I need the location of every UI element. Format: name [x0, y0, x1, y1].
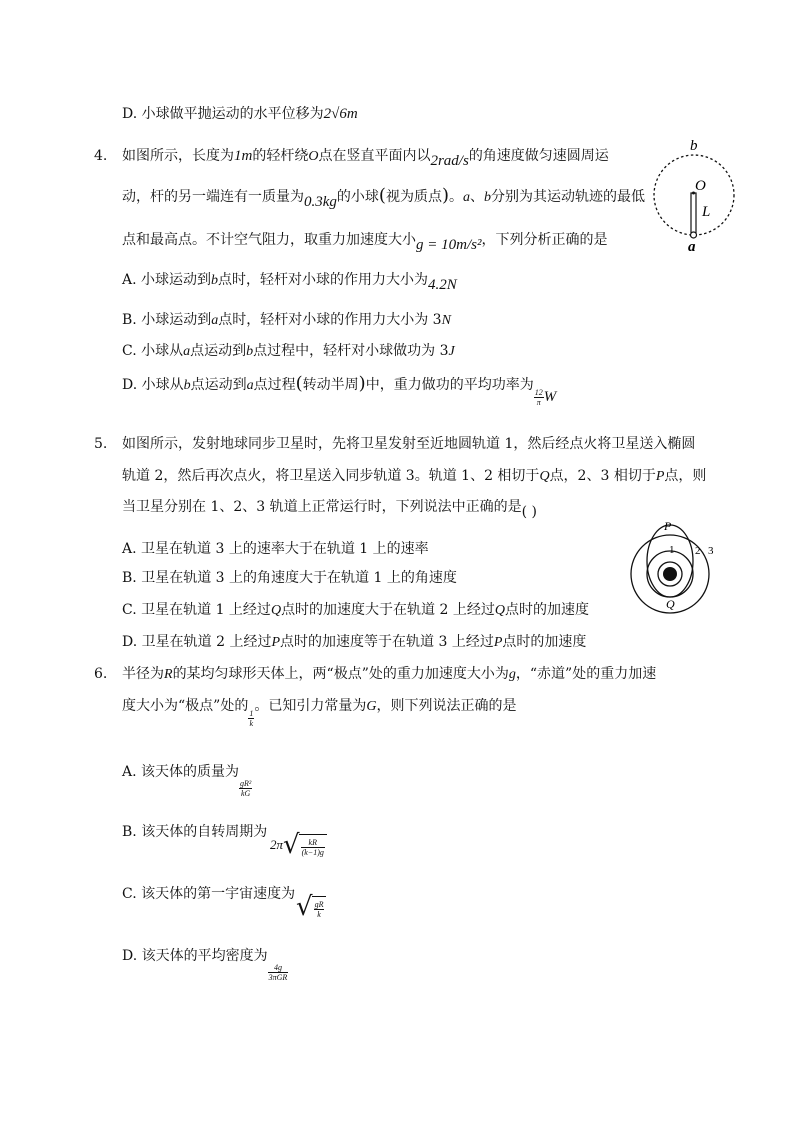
q5-line-3: 当卫星分别在 1、2、3 轨道上正常运行时，下列说法中正确的是( ): [122, 499, 537, 520]
q4-rod: [691, 193, 696, 233]
q4-option-c: C. 小球从a点运动到b点过程中，轻杆对小球做功为 3J: [122, 343, 455, 359]
q6-number: 6.: [94, 666, 108, 682]
q5-orbit-figure: [624, 518, 720, 614]
q6-option-a: A. 该天体的质量为 $\frac{\text{gR²}}{kG}$: [122, 764, 252, 798]
q4-ball: [691, 232, 697, 238]
q4-fig-label-o: O: [695, 178, 706, 194]
q5-fig-label-3: 3: [708, 545, 714, 557]
q4-option-b: B. 小球运动到a点时，轻杆对小球的作用力大小为 3N: [122, 312, 451, 328]
q4-figure: [650, 136, 742, 254]
q4-line-1: 如图所示，长度为1m的轻杆绕O点在竖直平面内以2rad/s的角速度做匀速圆周运: [122, 148, 609, 169]
q3-option-d-value: 2√6m: [323, 106, 358, 122]
q5-number: 5.: [94, 436, 108, 452]
q6-option-d: D. 该天体的平均密度为 $\frac{4g}{\text{3πGR}}$: [122, 948, 288, 982]
q6-option-c: C. 该天体的第一宇宙速度为: [122, 886, 296, 902]
q4-fig-label-a: a: [688, 239, 696, 254]
q5-answer-blank: ( ): [521, 504, 537, 520]
q4-number: 4.: [94, 148, 108, 164]
q6-line-1: 半径为R的某均匀球形天体上，两“极点”处的重力加速度大小为g，“赤道”处的重力加速: [122, 666, 657, 682]
q5-fig-label-q: Q: [666, 597, 675, 611]
q5-fig-label-2: 2: [695, 545, 701, 557]
q4-option-d: D. 小球从b点运动到a点过程(转动半周)中，重力做功的平均功率为 $\frac{12}{\pi}$ W: [122, 373, 557, 407]
q5-fig-label-1: 1: [669, 544, 675, 556]
q5-line-2: 轨道 2，然后再次点火，将卫星送入同步轨道 3。轨道 1、2 相切于Q点，2、3 相切于P点，则: [122, 468, 707, 484]
q5-line-1: 如图所示，发射地球同步卫星时，先将卫星发射至近地圆轨道 1，然后经点火将卫星送入椭圆: [122, 436, 696, 452]
q5-option-b: B. 卫星在轨道 3 上的角速度大于在轨道 1 上的角速度: [122, 570, 457, 586]
q6-option-b: B. 该天体的自转周期为: [122, 824, 268, 840]
q4-line-3: 点和最高点。不计空气阻力，取重力加速度大小g = 10m/s²，下列分析正确的是: [122, 232, 608, 253]
q4-option-a: A. 小球运动到b点时，轻杆对小球的作用力大小为4.2N: [122, 272, 457, 293]
q5-option-d: D. 卫星在轨道 2 上经过P点时的加速度等于在轨道 3 上经过P点时的加速度: [122, 634, 587, 650]
q5-earth-core: [663, 567, 677, 581]
q6-option-c-formula: √ $\frac{gR}{k}$: [296, 892, 326, 922]
q5-fig-label-p: P: [664, 519, 672, 533]
q4-line-2: 动，杆的另一端连有一质量为0.3kg的小球(视为质点)。a、b分别为其运动轨迹的最低: [122, 185, 645, 210]
q5-option-c: C. 卫星在轨道 1 上经过Q点时的加速度大于在轨道 2 上经过Q点时的加速度: [122, 602, 589, 618]
q4-fig-label-b: b: [690, 138, 698, 154]
q4-fig-label-l: L: [702, 204, 711, 220]
q5-option-a: A. 卫星在轨道 3 上的速率大于在轨道 1 上的速率: [122, 541, 429, 557]
q6-line-2: 度大小为“极点”处的 $\frac{1}{k}$ 。已知引力常量为G，则下列说法正确的是: [122, 698, 517, 728]
q6-option-b-formula: 2π √ $\frac{kR}{(k-1)g}$: [270, 830, 327, 860]
q3-option-d: D. 小球做平抛运动的水平位移为2√6m: [122, 106, 358, 122]
